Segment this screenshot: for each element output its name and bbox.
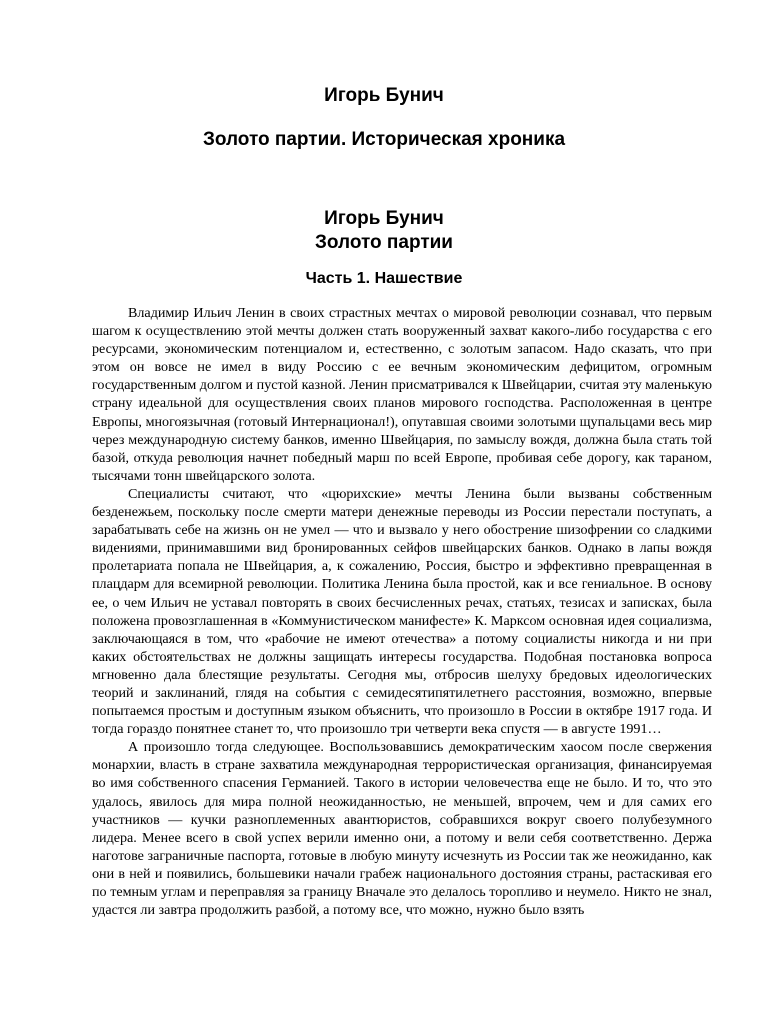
- paragraph: Владимир Ильич Ленин в своих страстных мечтах о мировой революции сознавал, что первым шагом к осуществлению этой мечты должен стать вооруженный захват какого-либо государства с его ресурсами, экономическим потенциалом и, естественно, с золотым запасом. Надо сказать, что при этом он вовсе не имел в виду Россию с ее вечным экономическим дефицитом, огромным государственным долгом и пустой казной. Ленин присматривался к Швейцарии, считая эту маленькую страну идеальной для осуществления своих планов мирового господства. Расположенная в центре Европы, многоязычная (готовый Интернационал!), опутавшая своими золотыми щупальцами весь мир через международную систему банков, именно Швейцария, по замыслу вождя, должна была стать той базой, откуда революция начнет победный марш по всей Европе, пробивая себе дорогу, как тараном, тысячами тонн швейцарского золота.: [92, 305, 712, 484]
- paragraph: А произошло тогда следующее. Воспользовавшись демократическим хаосом после свержения монархии, власть в стране захватила международная террористическая организация, финансируемая во имя собственного спасения Германией. Такого в истории человечества еще не было. И то, что это удалось, явилось для мира полной неожиданностью, не меньшей, впрочем, чем и для самих его участников — кучки разноплеменных авантюристов, собравшихся вокруг своего полубезумного лидера. Менее всего в свой успех верили именно они, а потому и вели себя соответственно. Держа наготове заграничные паспорта, готовые в любую минуту исчезнуть из России так же неожиданно, как они в ней и появились, большевики начали грабеж национального достояния страны, растаскивая его по темным углам и переправляя за границу Вначале это делалось торопливо и неумело. Никто не знал, удастся ли завтра продолжить разбой, а потому все, что можно, нужно было взять: [92, 739, 712, 919]
- paragraph: Специалисты считают, что «цюрихские» мечты Ленина были вызваны собственным безденежьем, поскольку после смерти матери денежные переводы из России перестали поступать, а зарабатывать себе на жизнь он не умел — что и вызвало у него обострение шизофрении со сладкими видениями, принимавшими вид бронированных сейфов швейцарских банков. Однако в лапы вождя пролетариата попала не Швейцария, а, к сожалению, Россия, быстро и эффективно превращенная в плацдарм для всемирной революции. Политика Ленина была простой, как и все гениальное. В основу ее, о чем Ильич не уставал повторять в своих бесчисленных речах, статьях, тезисах и записках, была положена провозглашенная в «Коммунистическом манифесте» К. Марксом основная идея социализма, заключающаяся в том, что «рабочие не имеют отечества» а потому социалисты никогда и ни при каких обстоятельствах не должны защищать интересы государства. Подобная постановка вопроса мгновенно дала блестящие результаты. Сегодня мы, отбросив шелуху бредовых идеологических теорий и заклинаний, глядя на события с семидесятипятилетнего расстояния, возможно, впервые попытаемся простым и доступным языком объяснить, что произошло в России в октябре 1917 года. И тогда гораздо понятнее станет то, что произошло три четверти века спустя — в августе 1991…: [92, 485, 712, 738]
- section-title-heading: Золото партии: [315, 232, 453, 253]
- section-author-heading: Игорь Бунич: [324, 208, 444, 229]
- body-text: [92, 304, 712, 919]
- chapter-heading: Часть 1. Нашествие: [305, 270, 463, 287]
- author-heading: Игорь Бунич: [324, 85, 444, 106]
- book-title-heading: Золото партии. Историческая хроника: [202, 129, 566, 150]
